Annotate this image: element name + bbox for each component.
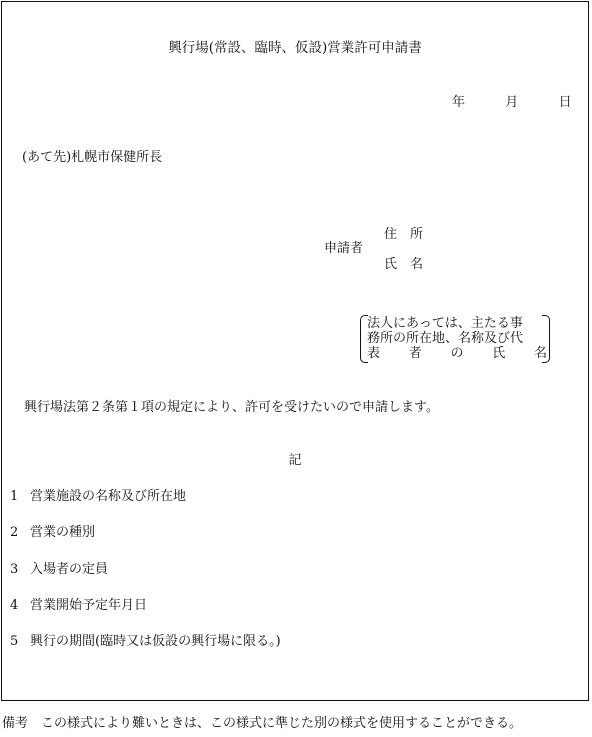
corporate-note-line2: 務所の所在地、名称及び代 <box>367 331 524 346</box>
form-title: 興行場(常設、臨時、仮設)営業許可申請書 <box>168 40 422 56</box>
item-label: 興行の期間(臨時又は仮設の興行場に限る。) <box>30 634 281 649</box>
list-item <box>10 563 108 576</box>
date-line <box>452 96 572 109</box>
corporate-note-char: 氏 <box>492 346 506 361</box>
ki-heading: 記 <box>288 453 302 468</box>
corporate-note-line3 <box>367 347 547 360</box>
list-item <box>10 490 186 503</box>
addressee: (あて先)札幌市保健所長 <box>22 150 163 165</box>
list-item <box>10 635 281 648</box>
item-number: 5 <box>10 634 19 649</box>
remarks-note: 備考 この様式により難いときは、この様式に準じた別の様式を使用することができる。 <box>2 716 523 731</box>
item-label: 入場者の定員 <box>30 562 109 577</box>
date-day: 日 <box>558 95 572 110</box>
application-statement: 興行場法第２条第１項の規定により、許可を受けたいので申請します。 <box>24 400 439 415</box>
corporate-note-char: 名 <box>533 346 547 361</box>
list-item <box>10 599 147 612</box>
applicant-label: 申請者 <box>324 241 364 256</box>
corporate-note-char: の <box>450 346 464 361</box>
item-label: 営業の種別 <box>30 525 96 540</box>
applicant-name-label: 氏 名 <box>384 257 424 272</box>
list-item <box>10 526 95 539</box>
corporate-note <box>360 315 550 363</box>
form-frame <box>1 1 589 701</box>
applicant-address-label: 住 所 <box>384 227 424 242</box>
corporate-note-char: 者 <box>408 346 422 361</box>
item-number: 1 <box>10 489 19 504</box>
item-number: 3 <box>10 562 19 577</box>
item-number: 4 <box>10 598 19 613</box>
item-label: 営業開始予定年月日 <box>30 598 148 613</box>
corporate-note-char: 表 <box>367 346 381 361</box>
corporate-note-line1: 法人にあっては、主たる事 <box>367 316 523 331</box>
item-label: 営業施設の名称及び所在地 <box>30 489 187 504</box>
date-month: 月 <box>505 95 519 110</box>
item-number: 2 <box>10 525 19 540</box>
date-year: 年 <box>452 95 466 110</box>
